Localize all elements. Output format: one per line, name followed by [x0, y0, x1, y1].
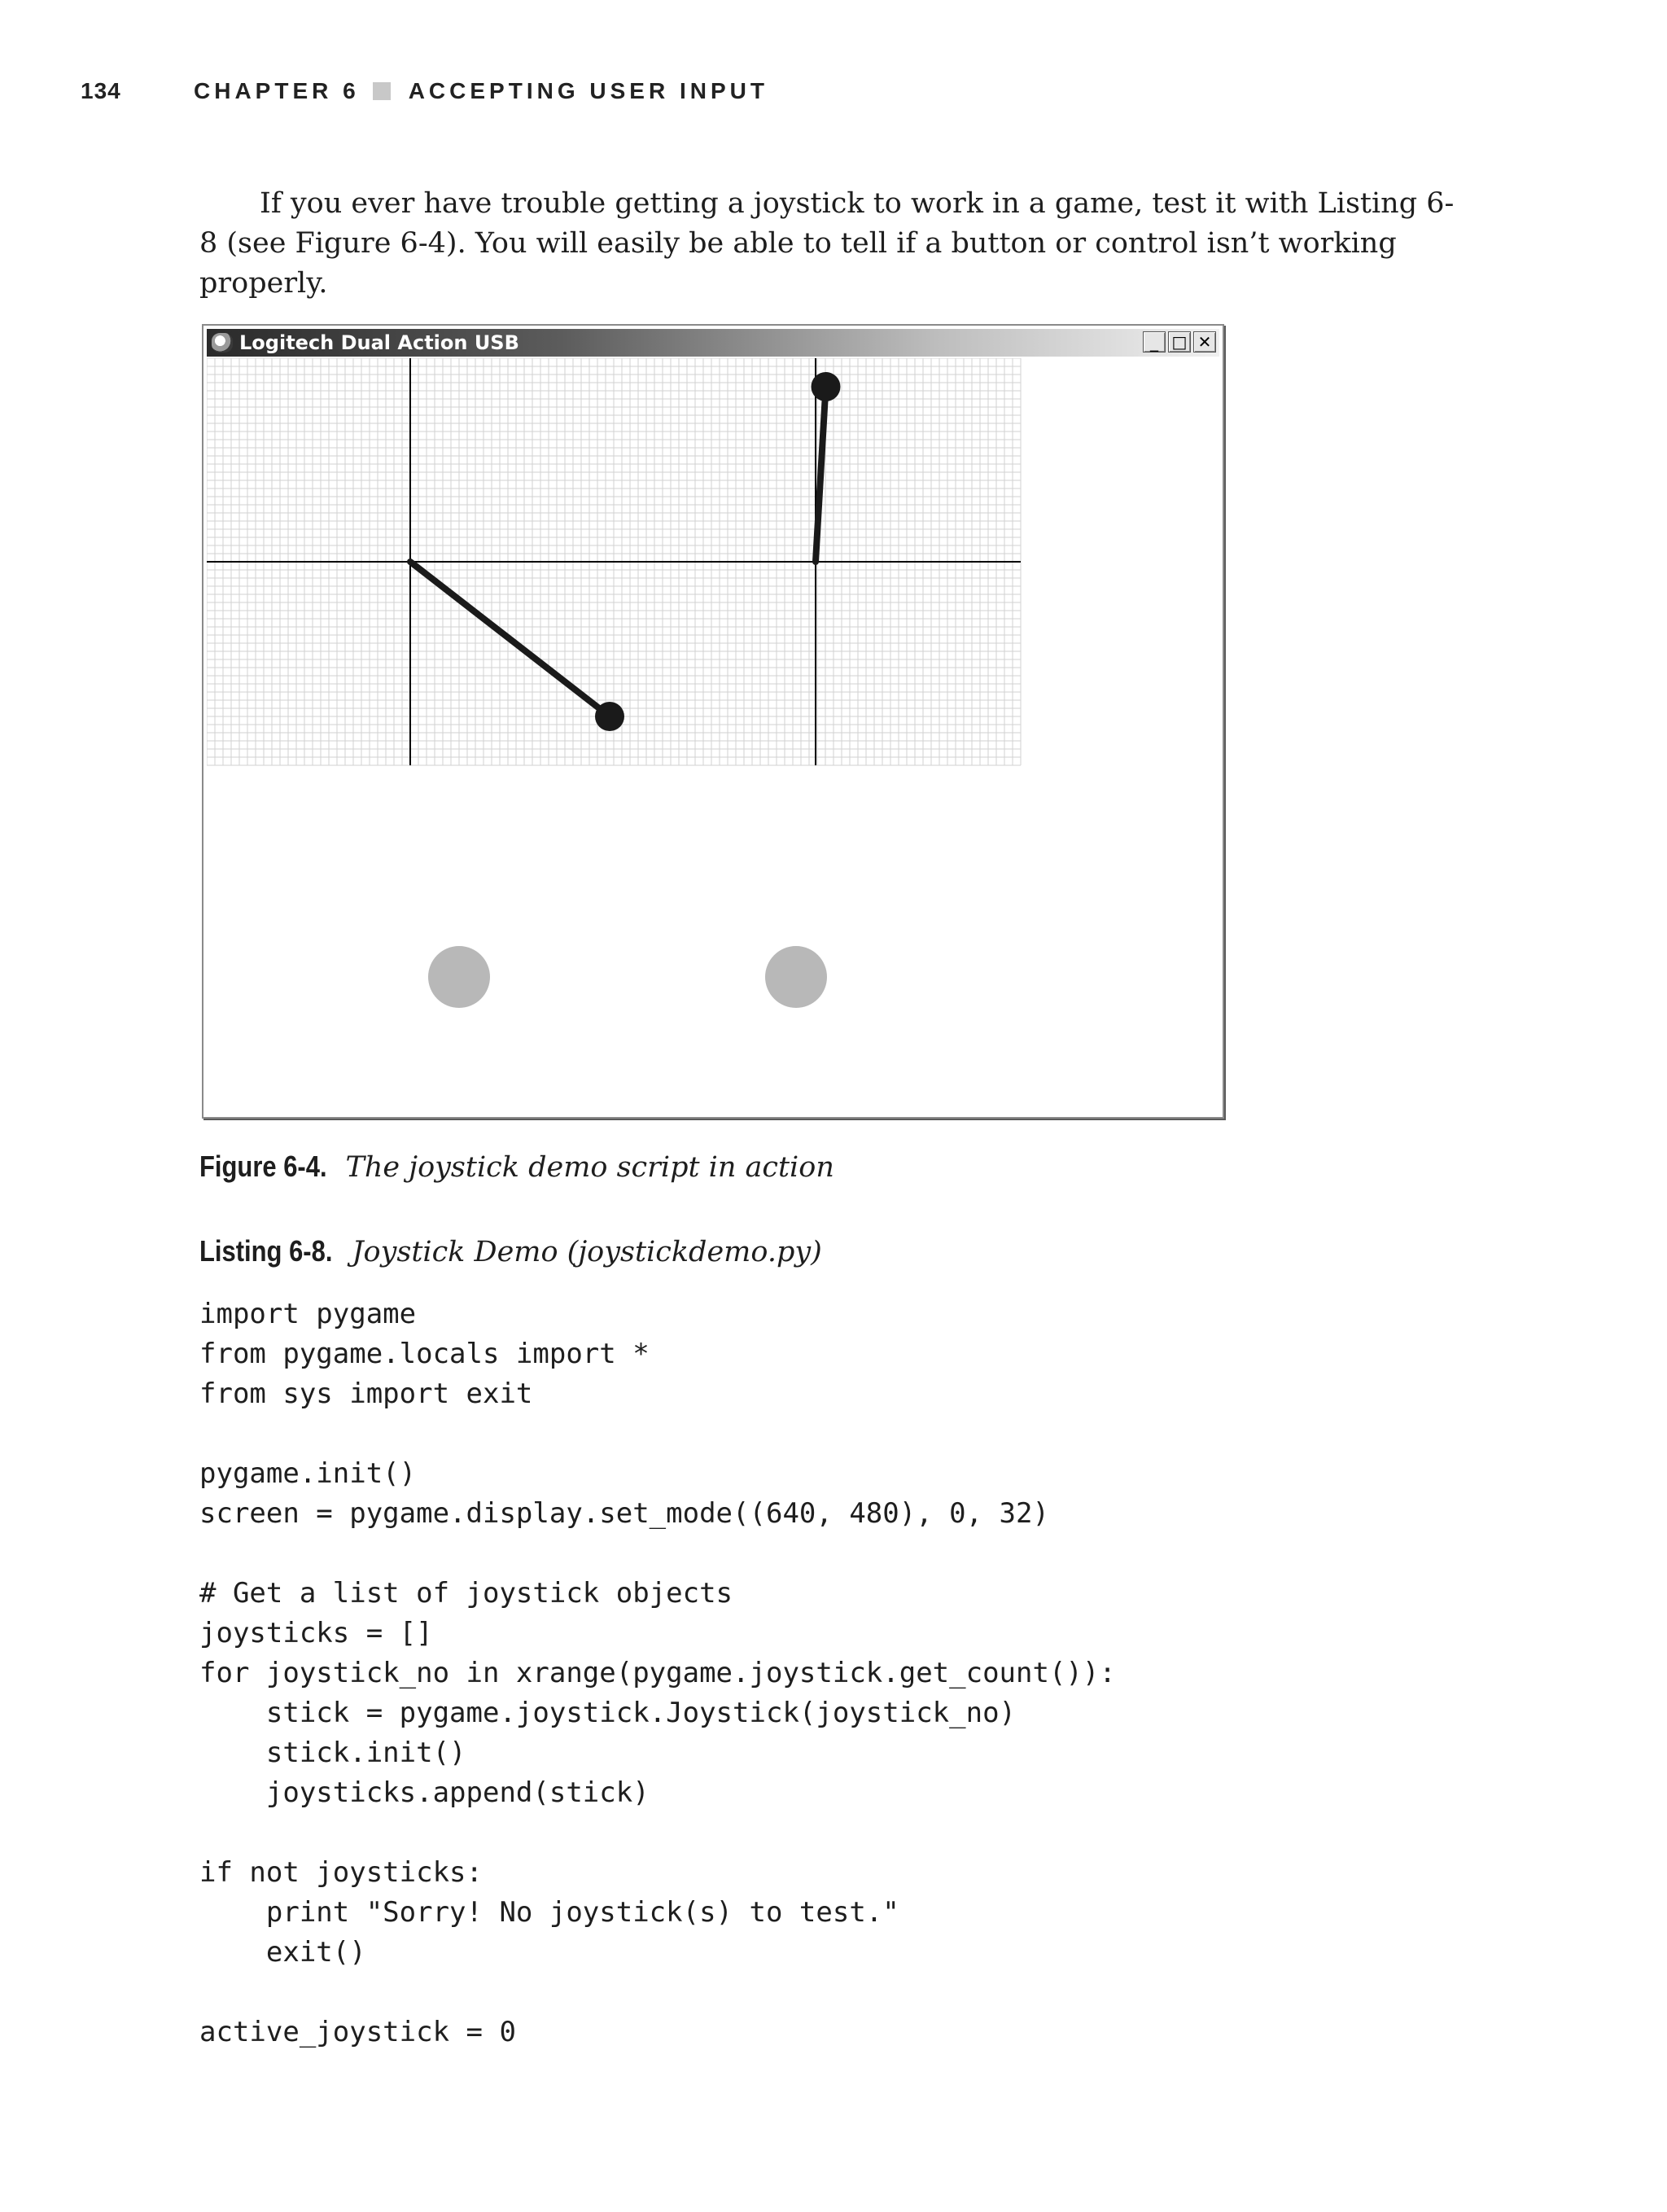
- joystick-canvas: [207, 358, 1216, 1114]
- code-line: from sys import exit: [199, 1378, 533, 1410]
- code-line: print "Sorry! No joystick(s) to test.": [265, 1896, 899, 1929]
- code-line: import pygame: [199, 1298, 417, 1330]
- joystick-app-icon[interactable]: [212, 333, 233, 353]
- left-stick-knob: [595, 702, 624, 731]
- right-stick-knob: [812, 372, 841, 401]
- left-stick-line: [410, 562, 610, 716]
- window-titlebar[interactable]: [207, 329, 1219, 357]
- close-button[interactable]: ✕: [1193, 331, 1216, 353]
- code-line: joysticks.append(stick): [265, 1776, 650, 1809]
- running-head: [194, 78, 768, 104]
- body-paragraph: If you ever have trouble getting a joystick to work in a game, test it with Listing 6-8 (see Figure 6-4). You will easily be able to tell if a button or control isn’t working properly.: [199, 187, 1455, 300]
- maximize-button[interactable]: □: [1168, 331, 1191, 353]
- code-line: exit(): [265, 1936, 366, 1969]
- window-title: Logitech Dual Action USB: [239, 331, 519, 354]
- head-separator: [373, 82, 391, 100]
- code-line: # Get a list of joystick objects: [199, 1577, 733, 1610]
- figure-caption-text: The joystick demo script in action: [345, 1151, 834, 1184]
- button-2: [765, 946, 827, 1008]
- minimize-button[interactable]: _: [1143, 331, 1166, 353]
- page-number: 134: [81, 78, 121, 103]
- code-line: joysticks = []: [199, 1617, 433, 1649]
- figure-label: Figure 6-4.: [199, 1150, 327, 1183]
- code-listing: [199, 1294, 1624, 2052]
- figure-caption: [199, 1150, 834, 1184]
- stick-indicators: [410, 372, 841, 731]
- listing-label: Listing 6-8.: [199, 1234, 333, 1268]
- joystick-buttons: [428, 946, 827, 1008]
- listing-title: Joystick Demo (joystickdemo.py): [352, 1236, 822, 1268]
- code-line: stick = pygame.joystick.Joystick(joystick_no): [265, 1697, 1017, 1729]
- code-line: from pygame.locals import *: [199, 1338, 650, 1370]
- code-line: stick.init(): [265, 1737, 466, 1769]
- button-1: [428, 946, 490, 1008]
- code-line: pygame.init(): [199, 1457, 417, 1490]
- section-title: ACCEPTING USER INPUT: [408, 78, 768, 103]
- code-line: if not joysticks:: [199, 1856, 483, 1889]
- window-client-area: [207, 358, 1219, 1114]
- chapter-label: CHAPTER 6: [194, 78, 360, 103]
- code-line: for joystick_no in xrange(pygame.joystick.get_count()):: [199, 1657, 1116, 1689]
- listing-caption: [199, 1234, 822, 1268]
- screenshot-window: [202, 324, 1224, 1119]
- window-controls: [1140, 331, 1216, 353]
- code-line: active_joystick = 0: [199, 2016, 516, 2048]
- code-line: screen = pygame.display.set_mode((640, 480), 0, 32): [199, 1497, 1049, 1530]
